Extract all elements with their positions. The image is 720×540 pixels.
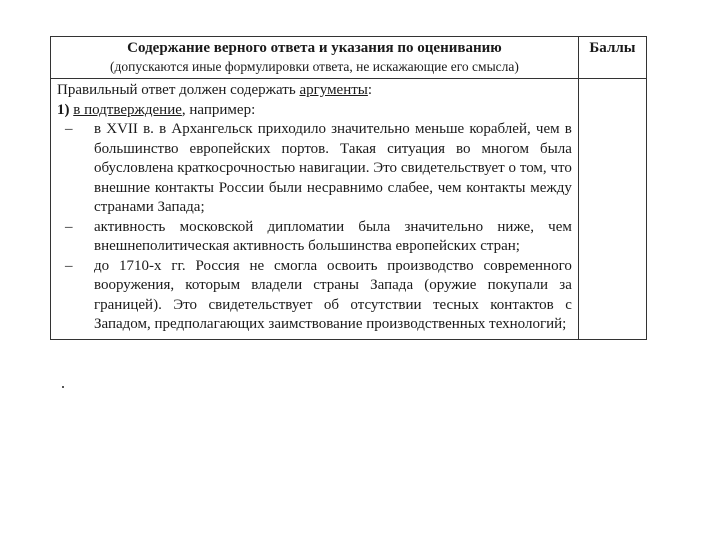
crop-edge-mark xyxy=(62,386,64,388)
header-row xyxy=(51,37,647,79)
body-row xyxy=(51,79,647,340)
dash-marker: – xyxy=(65,257,73,274)
score-cell xyxy=(578,79,646,340)
argument-list xyxy=(57,120,572,335)
document-crop xyxy=(50,36,647,392)
intro-colon: : xyxy=(367,82,373,98)
list-item xyxy=(57,257,572,335)
dash-marker: – xyxy=(65,121,73,137)
point-after-text: , например: xyxy=(181,101,256,118)
header-title: Содержание верного ответа и указания по оцениванию xyxy=(127,40,502,56)
header-subtitle: (допускаются иные формулировки ответа, не искажающие его смысла) xyxy=(110,59,519,74)
dash-marker: – xyxy=(65,218,73,235)
list-item xyxy=(57,120,572,218)
intro-line xyxy=(57,81,572,101)
list-item-text: до 1710-х гг. Россия не смогла освоить производство современного вооружения, которым владели страны Запада (оружие покупали за границей). Это свидетельствует об отсутствии тесных контактов с Западом, предполагающих заимствование производственных технологий; xyxy=(94,257,572,332)
answer-content-cell xyxy=(51,79,579,340)
point-underlined-text: в подтверждение xyxy=(73,101,182,118)
list-item-text: в XVII в. в Архангельск приходило значительно меньше кораблей, чем в большинство европейских портов. Такая ситуация во многом была обусловлена краткосрочностью навигации. Это свидетельствует о том, что внешние контакты России были несравнимо слабее, чем контакты между странами Запада; xyxy=(94,121,572,215)
list-item-text: активность московской дипломатии была значительно ниже, чем внешнеполитическая активность большинства европейских стран; xyxy=(94,218,572,254)
intro-underlined-word: аргументы xyxy=(299,82,368,98)
intro-text: Правильный ответ должен содержать xyxy=(57,82,300,98)
point-line xyxy=(57,101,572,121)
list-item xyxy=(57,218,572,257)
header-content-cell xyxy=(51,37,579,79)
assessment-table xyxy=(50,36,647,340)
point-number: 1) xyxy=(57,101,70,118)
header-score-cell: Баллы xyxy=(578,37,646,79)
